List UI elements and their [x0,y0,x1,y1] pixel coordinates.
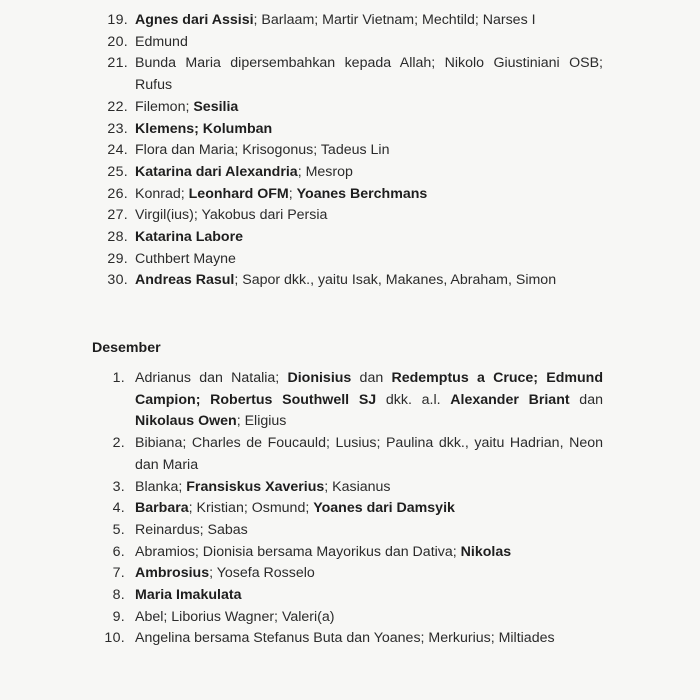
list-item [88,97,603,119]
entry-date: 10. [104,630,125,647]
feast-name: Ambrosius [135,565,210,582]
entry-saints [135,10,603,32]
list-item [88,227,603,249]
memorial-name: Angelina bersama Stefanus Buta dan Yoanes; Merkurius; Miltiades [135,630,555,647]
list-item [88,542,603,564]
memorial-name: Bibiana; Charles de Foucauld; Lusius; Paulina dkk., yaitu Hadrian, Neon dan Maria [135,435,603,473]
list-item [88,119,603,141]
list-item [88,10,603,32]
entry-date: 21. [107,55,128,72]
list-item [88,433,603,476]
feast-name: Andreas Rasul [135,272,235,289]
entry-date: 4. [112,500,125,517]
entry-date: 5. [112,521,125,538]
entry-saints [135,32,603,54]
entry-saints [135,563,603,585]
entry-saints [135,227,603,249]
memorial-name: Flora dan Maria; Krisogonus; Tadeus Lin [135,142,390,159]
entry-date: 1. [112,370,125,386]
entry-saints [135,520,603,542]
memorial-name: Abramios; Dionisia bersama Mayorikus dan Dativa; [135,543,461,560]
entry-saints [135,249,603,271]
list-item [88,368,603,433]
entry-saints [135,607,603,629]
entry-saints [135,119,603,141]
december-list [88,368,603,650]
entry-saints [135,477,603,499]
entry-date: 22. [107,98,128,115]
entry-date: 29. [107,250,128,267]
memorial-name: Bunda Maria dipersembahkan kepada Allah; Nikolo Giustiniani OSB; Rufus [135,55,603,94]
list-item [88,53,603,96]
memorial-name: Virgil(ius); Yakobus dari Persia [135,207,328,224]
entry-saints [135,542,603,564]
feast-name: Fransiskus Xaverius [186,478,325,495]
memorial-name: ; Kasianus [324,478,391,495]
entry-saints [135,270,603,292]
list-item [88,520,603,542]
memorial-name: Blanka; [135,478,187,495]
list-item [88,607,603,629]
list-item [88,563,603,585]
entry-saints [135,498,603,520]
entry-date: 3. [112,478,125,495]
entry-date: 28. [107,229,128,246]
entry-date: 7. [112,565,125,582]
entry-saints [135,140,603,162]
entry-date: 8. [112,587,125,604]
memorial-name: Filemon; [135,98,194,115]
memorial-name: Edmund [135,33,188,50]
entry-saints [135,162,603,184]
feast-name: Klemens; Kolumban [135,120,273,137]
entry-saints [135,97,603,119]
entry-date: 23. [107,120,128,137]
entry-date: 20. [107,33,128,50]
list-item [88,498,603,520]
feast-name: Nikolaus Owen [135,413,237,430]
entry-date: 30. [107,272,128,289]
memorial-name: ; Kristian; Osmund; [188,500,314,517]
feast-name: Katarina dari Alexandria [135,163,298,180]
memorial-name: Abel; Liborius Wagner; Valeri(a) [135,608,335,625]
feast-name: Leonhard OFM [188,185,289,202]
memorial-name: dan [351,370,392,386]
list-item [88,32,603,54]
entry-saints [135,205,603,227]
entry-date: 25. [107,163,128,180]
memorial-name: ; [288,185,297,202]
feast-name: Yoanes Berchmans [296,185,428,202]
entry-date: 19. [107,12,128,28]
list-item [88,140,603,162]
entry-date: 24. [107,142,128,159]
entry-saints [135,433,603,476]
entry-date: 9. [112,608,125,625]
entry-saints [135,368,603,433]
feast-name: Agnes dari Assisi [135,12,254,28]
memorial-name: ; Sapor dkk., yaitu Isak, Makanes, Abraham, Simon [234,272,557,289]
memorial-name: ; Yosefa Rosselo [209,565,315,582]
entry-date: 6. [112,543,125,560]
feast-name: Dionisius [287,370,352,386]
entry-date: 26. [107,185,128,202]
memorial-name: Adrianus dan Natalia; [135,370,288,386]
memorial-name: ; Mesrop [297,163,353,180]
entry-saints [135,585,603,607]
feast-name: Nikolas [460,543,512,560]
memorial-name: dkk. a.l. [376,391,451,408]
list-item [88,184,603,206]
list-item [88,628,603,650]
entry-saints [135,184,603,206]
list-item [88,270,603,292]
november-list [88,10,603,292]
entry-saints [135,53,603,96]
list-item [88,162,603,184]
feast-name: Redemptus a Cruce; Edmund Campion; Robertus Southwell SJ [135,370,603,408]
month-heading: Desember [92,340,161,356]
list-item [88,205,603,227]
memorial-name: Konrad; [135,185,189,202]
feast-name: Alexander Briant [450,391,570,408]
memorial-name: dan [569,391,603,408]
memorial-name: ; Barlaam; Martir Vietnam; Mechtild; Narses I [253,12,536,28]
list-item [88,477,603,499]
entry-saints [135,628,603,650]
memorial-name: Cuthbert Mayne [135,250,236,267]
feast-name: Katarina Labore [135,229,244,246]
list-item [88,585,603,607]
memorial-name: ; Eligius [236,413,287,430]
feast-name: Yoanes dari Damsyik [313,500,455,517]
entry-date: 27. [107,207,128,224]
entry-date: 2. [112,435,125,452]
memorial-name: Reinardus; Sabas [135,521,248,538]
feast-name: Barbara [135,500,189,517]
feast-name: Maria Imakulata [135,587,242,604]
feast-name: Sesilia [193,98,239,115]
list-item [88,249,603,271]
